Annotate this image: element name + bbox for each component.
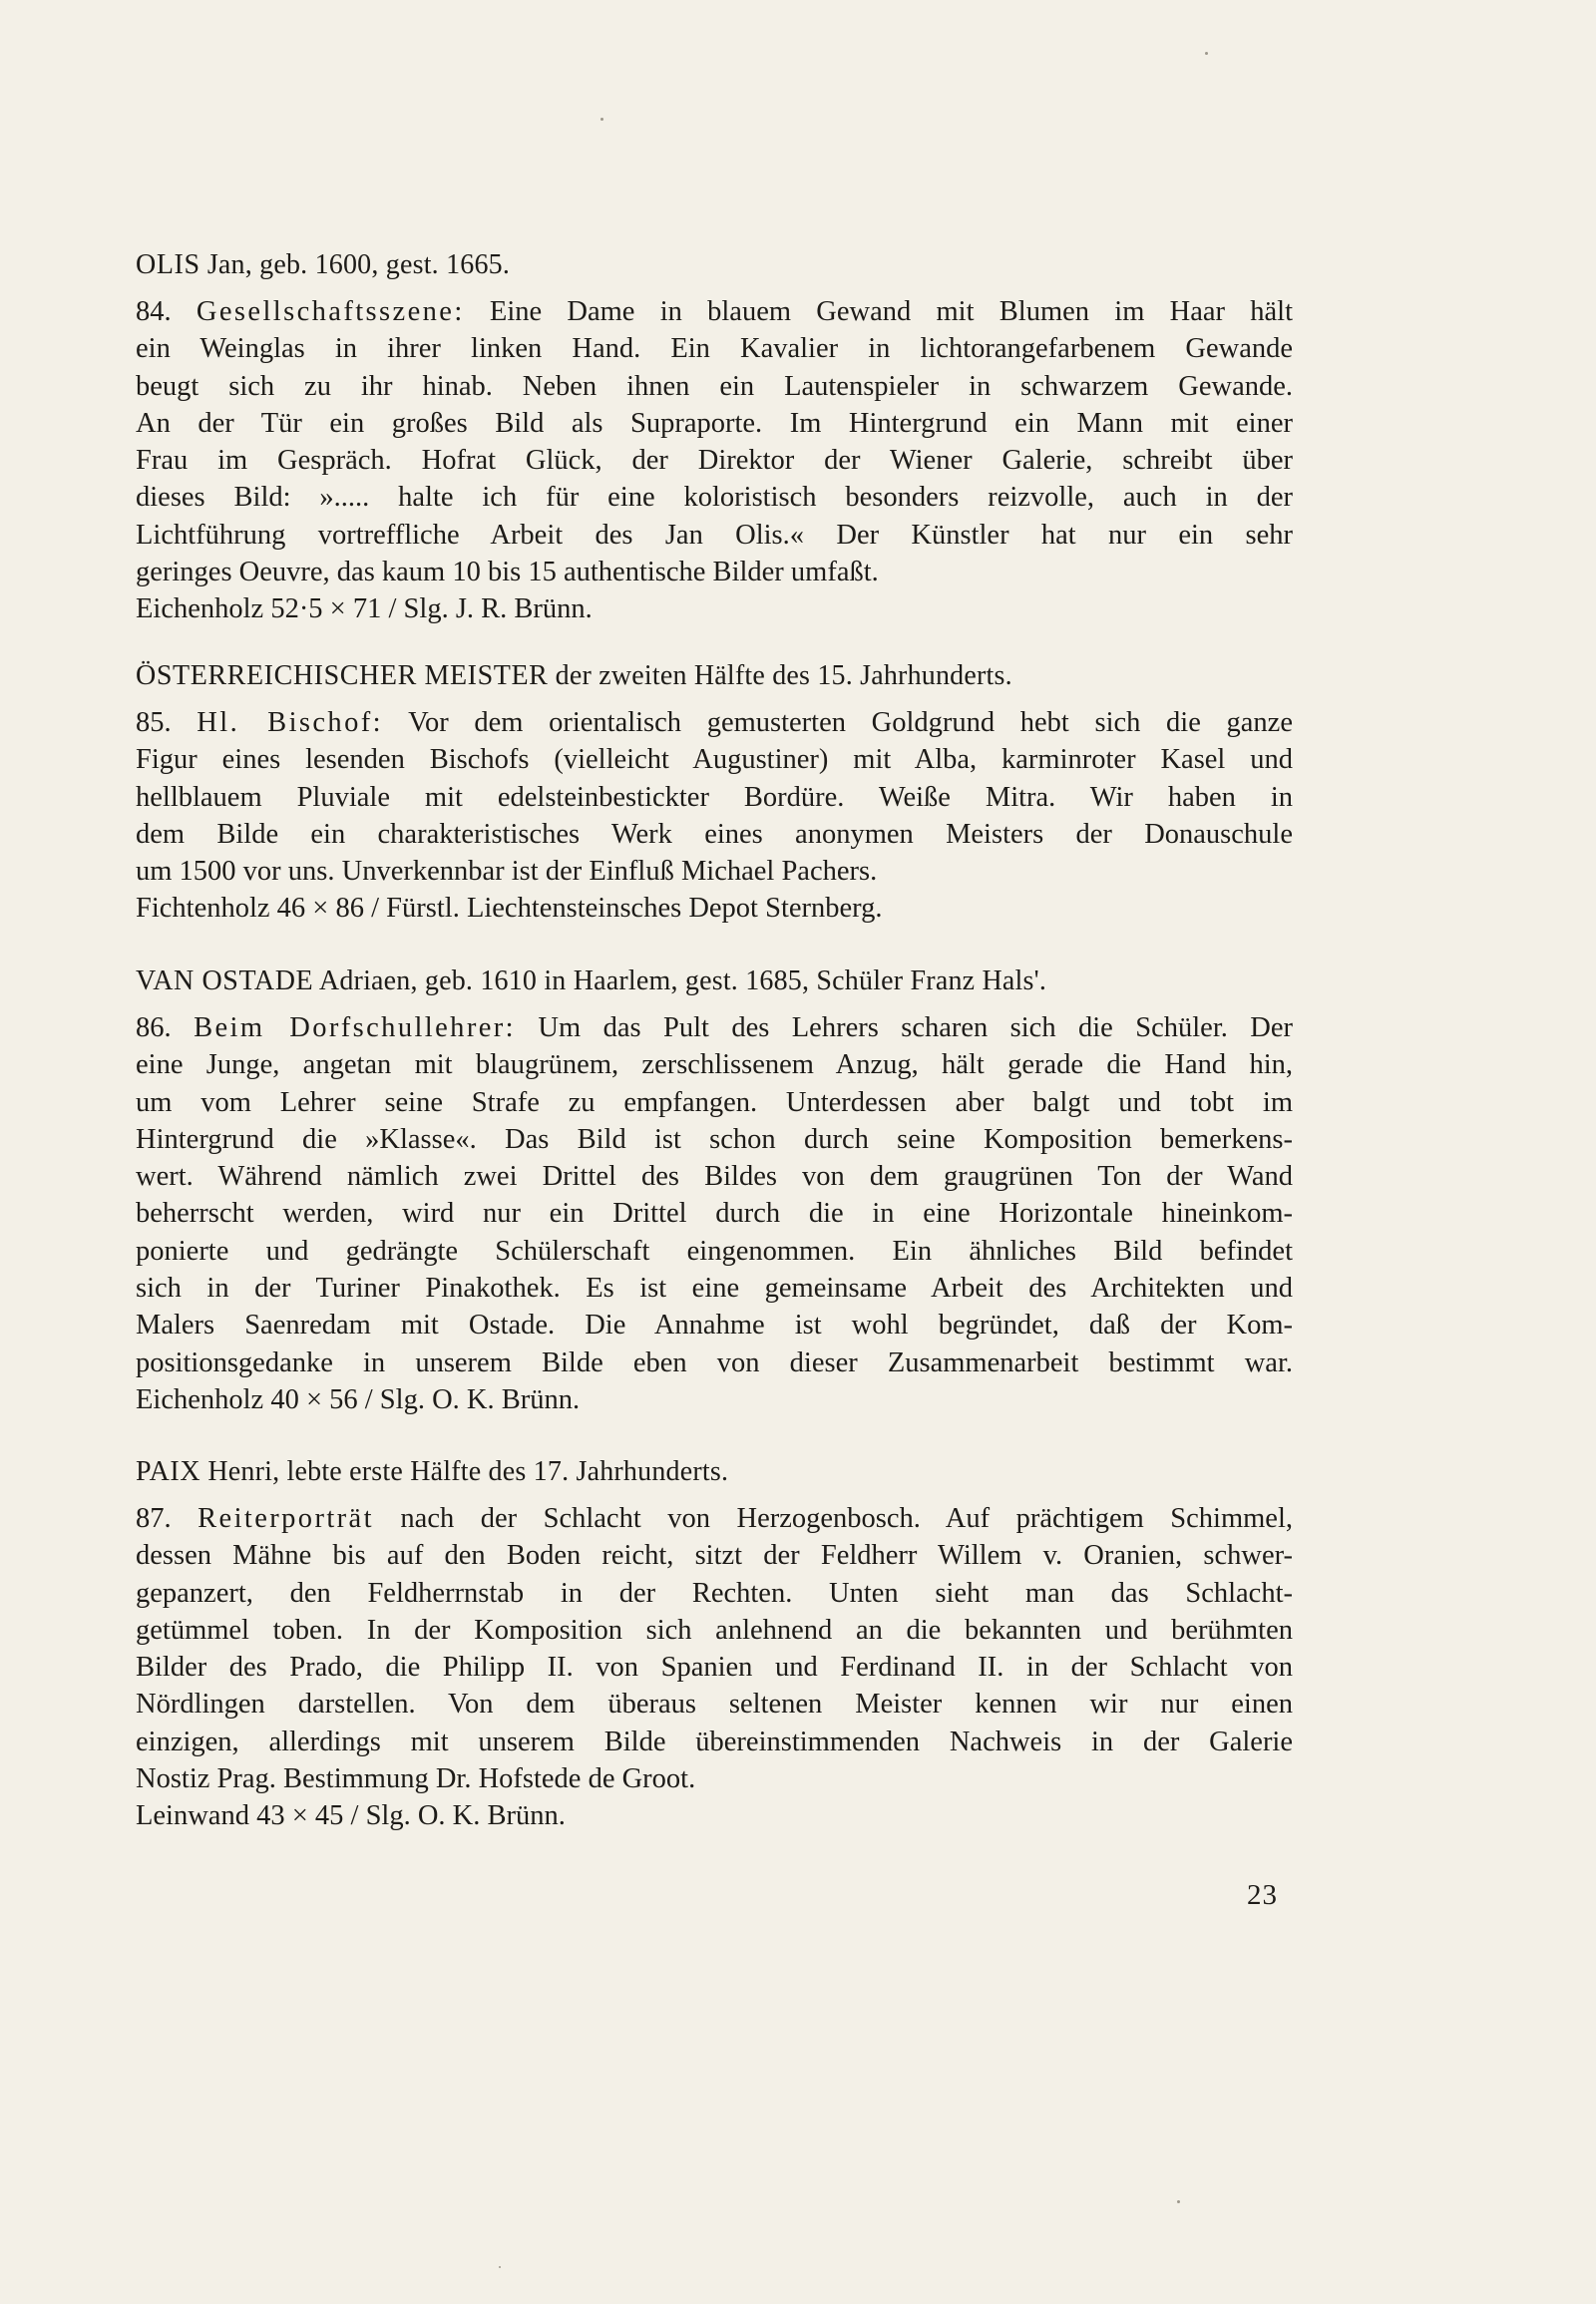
item-line	[136, 1537, 1293, 1574]
item-line	[136, 293, 1293, 330]
artist-name: PAIX	[136, 1456, 201, 1487]
item-text: Malers Saenredam mit Ostade. Die Annahme ist wohl begründet, daß der Kom-	[136, 1310, 1293, 1342]
artist-name: ÖSTERREICHISCHER MEISTER	[136, 660, 549, 691]
item-line	[136, 1760, 1293, 1797]
item-line	[136, 405, 1293, 442]
item-text: Figur eines lesenden Bischofs (vielleicht Augustiner) mit Alba, karminroter Kasel und	[136, 744, 1293, 776]
item-provenance	[136, 890, 1293, 927]
artist-details: Henri, lebte erste Hälfte des 17. Jahrhunderts.	[200, 1456, 729, 1487]
page-number: 23	[1247, 1879, 1278, 1911]
provenance-text: Leinwand 43 × 45 / Slg. O. K. Brünn.	[136, 1800, 566, 1832]
item-text: Nördlingen darstellen. Von dem überaus seltenen Meister kennen wir nur einen	[136, 1689, 1293, 1721]
item-text: Bilder des Prado, die Philipp II. von Spanien und Ferdinand II. in der Schlacht von	[136, 1652, 1293, 1684]
provenance-text: Eichenholz 52·5 × 71 / Slg. J. R. Brünn.	[136, 593, 593, 625]
item-text: dieses Bild: »..... halte ich für eine koloristisch besonders reizvolle, auch in der	[136, 482, 1293, 514]
catalog-item	[136, 1009, 1293, 1418]
artist-name: OLIS	[136, 249, 200, 280]
item-number: 85.	[136, 707, 172, 738]
catalog-entry-van-ostade	[136, 963, 1293, 1418]
item-text: Vor dem orientalisch gemusterten Goldgrund hebt sich die ganze	[382, 707, 1293, 738]
item-line	[136, 1575, 1293, 1612]
item-text: Lichtführung vortreffliche Arbeit des Jan Olis.« Der Künstler hat nur ein sehr	[136, 519, 1293, 551]
item-number: 86.	[136, 1012, 172, 1043]
item-provenance	[136, 1797, 1293, 1834]
item-text: einzigen, allerdings mit unserem Bilde übereinstimmenden Nachweis in der Galerie	[136, 1726, 1293, 1757]
catalog-item	[136, 1500, 1293, 1835]
artist-details: Adriaen, geb. 1610 in Haarlem, gest. 1685, Schüler Franz Hals'.	[313, 965, 1047, 996]
item-line	[136, 368, 1293, 405]
item-line	[136, 816, 1293, 853]
item-text: um 1500 vor uns. Unverkennbar ist der Einfluß Michael Pachers.	[136, 856, 878, 888]
item-line	[136, 1500, 1293, 1537]
paper-speck	[1177, 2200, 1180, 2203]
item-provenance	[136, 590, 1293, 627]
item-line	[136, 1686, 1293, 1723]
provenance-text: Eichenholz 40 × 56 / Slg. O. K. Brünn.	[136, 1383, 581, 1415]
item-line	[136, 779, 1293, 816]
item-text: beherrscht werden, wird nur ein Drittel durch die in eine Horizontale hineinkom-	[136, 1198, 1293, 1230]
catalog-entry-oesterreichischer-meister	[136, 658, 1293, 928]
item-text: Nostiz Prag. Bestimmung Dr. Hofstede de Groot.	[136, 1763, 696, 1795]
artist-heading	[136, 247, 1293, 283]
item-line	[136, 1724, 1293, 1760]
item-text: nach der Schlacht von Herzogenbosch. Auf prächtigem Schimmel,	[373, 1503, 1294, 1534]
item-text: wert. Während nämlich zwei Drittel des Bildes von dem graugrünen Ton der Wand	[136, 1161, 1293, 1193]
item-number: 87.	[136, 1503, 172, 1534]
item-number: 84.	[136, 296, 172, 327]
catalog-item	[136, 293, 1293, 628]
item-line	[136, 1158, 1293, 1195]
item-line	[136, 1307, 1293, 1344]
artist-details: Jan, geb. 1600, gest. 1665.	[200, 249, 511, 280]
item-line	[136, 1046, 1293, 1083]
catalog-entry-paix	[136, 1454, 1293, 1835]
item-line	[136, 1344, 1293, 1381]
item-line	[136, 517, 1293, 554]
item-text: Eine Dame in blauem Gewand mit Blumen im Haar hält	[464, 296, 1293, 327]
artist-heading	[136, 963, 1293, 999]
item-text: ein Weinglas in ihrer linken Hand. Ein Kavalier in lichtorangefarbenem Gewande	[136, 333, 1293, 365]
catalog-item	[136, 704, 1293, 928]
item-text: An der Tür ein großes Bild als Supraporte. Im Hintergrund ein Mann mit einer	[136, 407, 1293, 439]
paper-speck	[1205, 52, 1208, 55]
item-line	[136, 704, 1293, 741]
artist-heading	[136, 1454, 1293, 1490]
item-provenance	[136, 1381, 1293, 1418]
item-text: um vom Lehrer seine Strafe zu empfangen. Unterdessen aber balgt und tobt im	[136, 1086, 1293, 1118]
item-text: geringes Oeuvre, das kaum 10 bis 15 authentische Bilder umfaßt.	[136, 557, 879, 588]
item-line	[136, 442, 1293, 479]
item-text: ponierte und gedrängte Schülerschaft eingenommen. Ein ähnliches Bild befindet	[136, 1235, 1293, 1267]
item-line	[136, 1649, 1293, 1686]
item-line	[136, 1121, 1293, 1158]
item-line	[136, 1612, 1293, 1649]
item-line	[136, 554, 1293, 590]
item-title: Beim Dorfschullehrer:	[194, 1012, 516, 1043]
item-line	[136, 1270, 1293, 1307]
item-text: getümmel toben. In der Komposition sich anlehnend an die bekannten und berühmten	[136, 1614, 1293, 1646]
item-text: positionsgedanke in unserem Bilde eben von dieser Zusammenarbeit bestimmt war.	[136, 1346, 1293, 1378]
provenance-text: Fichtenholz 46 × 86 / Fürstl. Liechtensteinsches Depot Sternberg.	[136, 893, 883, 925]
item-text: sich in der Turiner Pinakothek. Es ist eine gemeinsame Arbeit des Architekten und	[136, 1273, 1293, 1305]
item-text: dessen Mähne bis auf den Boden reicht, sitzt der Feldherr Willem v. Oranien, schwer-	[136, 1540, 1293, 1572]
item-text: gepanzert, den Feldherrnstab in der Rechten. Unten sieht man das Schlacht-	[136, 1577, 1293, 1609]
item-title: Hl. Bischof:	[197, 707, 383, 738]
item-title: Reiterporträt	[198, 1503, 374, 1534]
item-line	[136, 741, 1293, 778]
catalog-entry-olis	[136, 247, 1293, 628]
item-line	[136, 853, 1293, 890]
item-line	[136, 1233, 1293, 1270]
item-line	[136, 1195, 1293, 1232]
item-line	[136, 330, 1293, 367]
item-text: hellblauem Pluviale mit edelsteinbestickter Bordüre. Weiße Mitra. Wir haben in	[136, 781, 1293, 813]
artist-heading	[136, 658, 1293, 694]
item-text: Um das Pult des Lehrers scharen sich die Schüler. Der	[515, 1012, 1294, 1043]
item-text: dem Bilde ein charakteristisches Werk eines anonymen Meisters der Donauschule	[136, 818, 1293, 850]
item-text: Frau im Gespräch. Hofrat Glück, der Direktor der Wiener Galerie, schreibt über	[136, 445, 1293, 477]
item-text: beugt sich zu ihr hinab. Neben ihnen ein Lautenspieler in schwarzem Gewande.	[136, 370, 1293, 402]
item-line	[136, 1084, 1293, 1121]
item-line	[136, 1009, 1293, 1046]
paper-speck	[499, 2266, 501, 2268]
artist-details: der zweiten Hälfte des 15. Jahrhunderts.	[548, 660, 1012, 691]
item-line	[136, 479, 1293, 516]
artist-name: VAN OSTADE	[136, 965, 314, 996]
paper-speck	[600, 118, 603, 121]
item-text: eine Junge, angetan mit blaugrünem, zerschlissenem Anzug, hält gerade die Hand hin,	[136, 1049, 1293, 1081]
item-title: Gesellschaftsszene:	[196, 296, 465, 327]
item-text: Hintergrund die »Klasse«. Das Bild ist schon durch seine Komposition bemerkens-	[136, 1123, 1293, 1155]
